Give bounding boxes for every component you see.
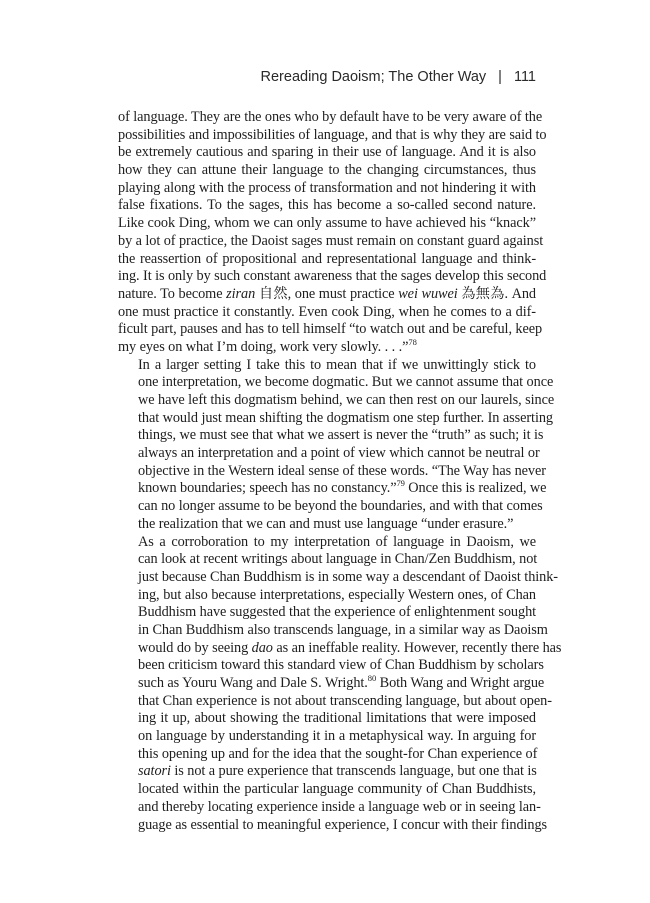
text-line: [118, 639, 562, 658]
text-line: one must practice it constantly. Even cook Ding, when he comes to a dif-: [118, 303, 536, 320]
term-wei-wuwei: wei wuwei: [398, 285, 458, 302]
text-line: ing. It is only by such constant awareness that the sages develop this second: [118, 268, 547, 285]
text-line: can look at recent writings about language in Chan/Zen Buddhism, not: [138, 551, 538, 568]
text-line: been criticism toward this standard view of Chan Buddhism by scholars: [138, 657, 544, 674]
footnote-ref-80[interactable]: 80: [367, 673, 377, 683]
text-line: located within the particular language community of Chan Buddhists,: [138, 781, 536, 798]
text-line: [118, 286, 536, 304]
text-fragment: my eyes on what I’m doing, work very slowly. . . .”: [118, 338, 409, 355]
text-line: In a larger setting I take this to mean that if we unwittingly stick to: [138, 356, 536, 373]
text-line: Like cook Ding, whom we can only assume to have achieved his “knack”: [118, 215, 536, 232]
text-fragment: is not a pure experience that transcends language, but one that is: [170, 763, 537, 780]
text-fragment: Once this is realized, we: [404, 480, 547, 497]
paragraph-2: [118, 356, 555, 534]
text-line: by a lot of practice, the Daoist sages must remain on constant guard against: [118, 232, 544, 249]
text-line: can no longer assume to be beyond the boundaries, and with that comes: [138, 498, 543, 515]
text-line: the realization that we can and must use language “under erasure.”: [138, 515, 514, 532]
text-fragment: as an ineffable reality. However, recently there has: [272, 639, 562, 656]
text-line: in Chan Buddhism also transcends language, in a similar way as Daoism: [138, 621, 548, 638]
text-fragment: would do by seeing: [138, 639, 252, 656]
text-fragment: such as Youru Wang and Dale S. Wright.: [138, 675, 368, 691]
text-fragment: nature. To become: [118, 285, 227, 302]
text-line: [118, 336, 536, 357]
text-line: [118, 673, 545, 693]
text-line: ing, but also because interpretations, especially Western ones, of Chan: [138, 586, 536, 603]
text-fragment: . And: [504, 285, 536, 302]
text-line: we have left this dogmatism behind, we can then rest on our laurels, since: [138, 392, 555, 408]
text-line: be extremely cautious and sparing in their use of language. And it is also: [118, 144, 536, 161]
text-fragment: Both Wang and Wright argue: [376, 675, 545, 691]
page-number: 111: [513, 69, 536, 85]
text-line: ficult part, pauses and has to tell himself “to watch out and be careful, keep: [118, 321, 543, 338]
text-line: ing it up, about showing the traditional limitations that were imposed: [138, 710, 536, 727]
text-line: always an interpretation and a point of view which cannot be neutral or: [138, 445, 540, 462]
text-fragment: , one must practice: [287, 285, 399, 302]
header-separator: |: [498, 69, 502, 85]
text-line: [118, 763, 536, 781]
text-line: guage as essential to meaningful experience, I concur with their findings: [138, 816, 548, 833]
text-line: false fixations. To the sages, this has become a so-called second nature.: [118, 197, 536, 214]
footnote-ref-78[interactable]: 78: [408, 336, 417, 347]
text-line: the reassertion of propositional and representational language and think-: [118, 250, 536, 267]
text-line: possibilities and impossibilities of language, and that is why they are said to: [118, 126, 547, 143]
text-line: that would just mean shifting the dogmatism one step further. In asserting: [138, 409, 553, 426]
text-line: playing along with the process of transformation and not hindering it with: [118, 179, 536, 196]
footnote-ref-79[interactable]: 79: [396, 478, 405, 489]
cjk-ziran: 自然: [255, 285, 288, 302]
text-line: on language by understanding it in a metaphysical way. In arguing for: [138, 728, 536, 745]
text-line: [118, 478, 547, 498]
text-line: things, we must see that what we assert is never the “truth” as such; it is: [138, 427, 544, 444]
paragraph-3: [118, 533, 562, 835]
text-line: and thereby locating experience inside a language web or in seeing lan-: [138, 798, 541, 815]
term-dao: dao: [251, 639, 273, 656]
text-line: Buddhism have suggested that the experience of enlightenment sought: [138, 604, 537, 621]
text-line: just because Chan Buddhism is in some way a descendant of Daoist think-: [138, 568, 558, 585]
running-title: Rereading Daoism; The Other Way: [260, 69, 487, 85]
text-line: objective in the Western ideal sense of these words. “The Way has never: [138, 462, 546, 479]
body-text: [118, 109, 562, 834]
text-line: of language. They are the ones who by default have to be very aware of the: [118, 109, 543, 125]
text-line: that Chan experience is not about transcending language, but about open-: [138, 692, 552, 709]
text-line: As a corroboration to my interpretation of language in Daoism, we: [138, 533, 536, 550]
text-fragment: known boundaries; speech has no constancy.”: [138, 480, 397, 497]
text-line: this opening up and for the idea that the sought-for Chan experience of: [138, 745, 538, 762]
term-ziran: ziran: [226, 285, 256, 302]
term-satori: satori: [138, 763, 171, 780]
cjk-wei-wuwei: 為無為: [457, 285, 505, 302]
text-line: how they can attune their language to the changing circumstances, thus: [118, 162, 536, 179]
paragraph-1: [118, 109, 547, 357]
running-head: [0, 69, 536, 85]
text-line: one interpretation, we become dogmatic. But we cannot assume that once: [138, 374, 554, 391]
